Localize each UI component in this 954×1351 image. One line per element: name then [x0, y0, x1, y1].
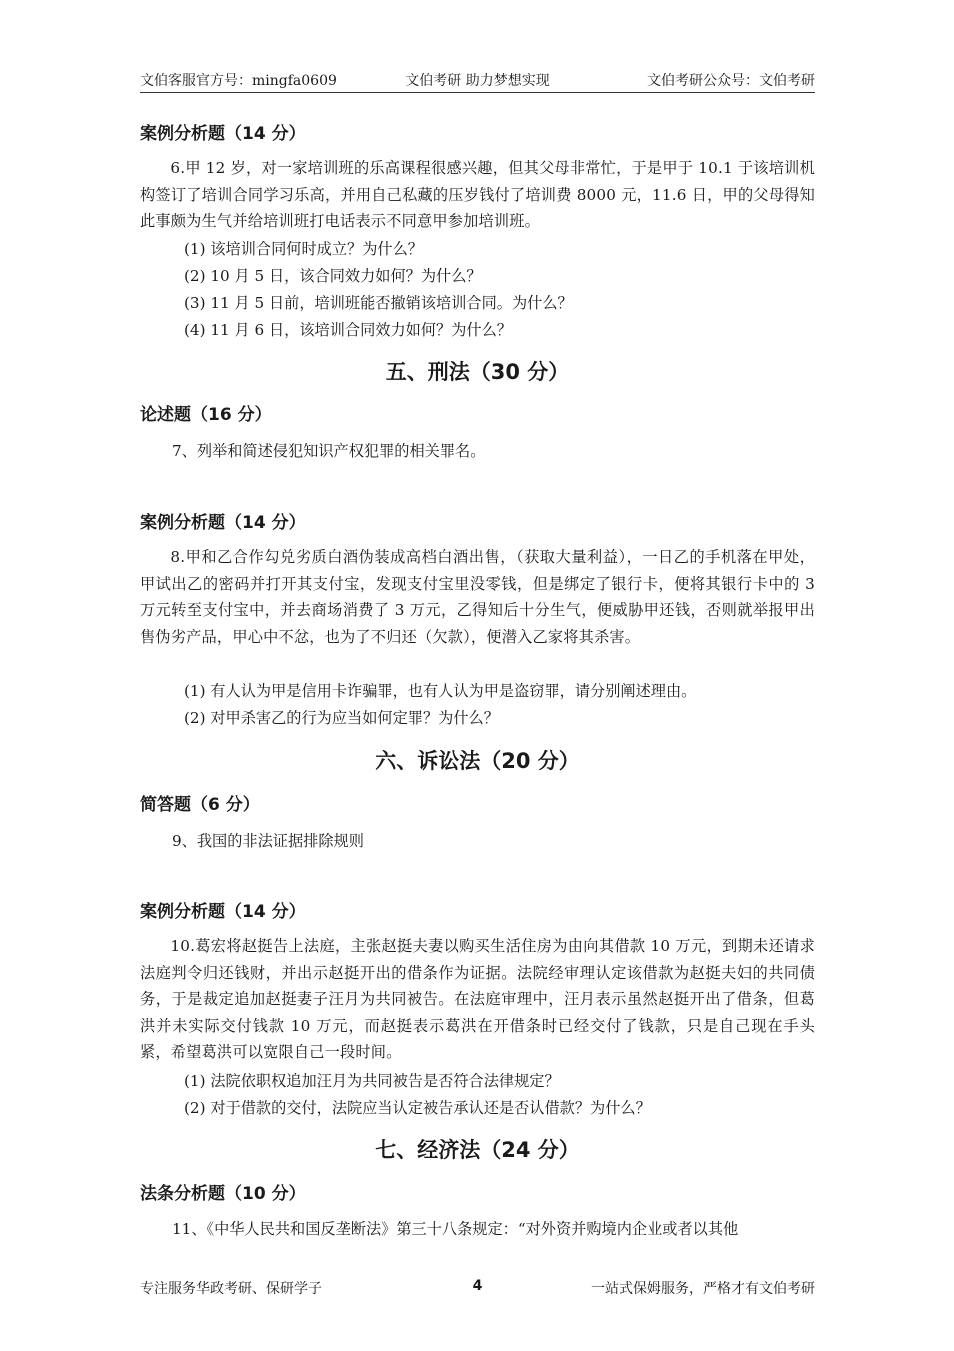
- header-right-text: 文伯考研公众号：文伯考研: [647, 73, 815, 89]
- question-8-item-2: (2) 对甲杀害乙的行为应当如何定罪？为什么？: [184, 709, 499, 727]
- question-8-item-1: (1) 有人认为甲是信用卡诈骗罪，也有人认为甲是盗窃罪，请分别阐述理由。: [184, 682, 697, 700]
- subheading-case-analysis-procedure: 案例分析题（14 分）: [140, 902, 306, 922]
- question-8-text: 8.甲和乙合作勾兑劣质白酒伪装成高档白酒出售，（获取大量利益），一日乙的手机落在甲处，甲试出乙的密码并打开其支付宝，发现支付宝里没零钱，但是绑定了银行卡，便将其银行卡中的 3 万元转至支付宝中，并去商场消费了 3 万元，乙得知后十分生气，便威胁甲还钱，否则就举报甲出售伪劣产品，甲心中不忿，也为了不归还（欠款），便潜入乙家将其杀害。: [140, 548, 815, 646]
- page-footer: [140, 1278, 815, 1298]
- question-6-item-2: (2) 10 月 5 日，该合同效力如何？为什么？: [184, 267, 482, 285]
- subheading-statute-analysis: 法条分析题（10 分）: [140, 1184, 306, 1204]
- page-header: [140, 70, 815, 93]
- question-7-text: 7、列举和简述侵犯知识产权犯罪的相关罪名。: [172, 442, 486, 460]
- subheading-short-answer: 简答题（6 分）: [140, 795, 260, 815]
- question-6-item-1: (1) 该培训合同何时成立？为什么？: [184, 240, 423, 258]
- question-10-item-2: (2) 对于借款的交付，法院应当认定被告承认还是否认借款？为什么？: [184, 1099, 651, 1117]
- question-6-item-4: (4) 11 月 6 日，该培训合同效力如何？为什么？: [184, 321, 512, 339]
- section-heading-criminal-law: 五、刑法（30 分）: [385, 360, 570, 384]
- footer-right-text: 一站式保姆服务，严格才有文伯考研: [591, 1281, 815, 1297]
- question-6-text: 6.甲 12 岁，对一家培训班的乐高课程很感兴趣，但其父母非常忙，于是甲于 10.1 于该培训机构签订了培训合同学习乐高，并用自己私藏的压岁钱付了培训费 8000 元，11.6 日，甲的父母得知此事颇为生气并给培训班打电话表示不同意甲参加培训班。: [140, 159, 815, 231]
- question-11-text: 11、《中华人民共和国反垄断法》第三十八条规定：“对外资并购境内企业或者以其他: [172, 1220, 739, 1238]
- page-number: 4: [472, 1278, 483, 1294]
- section-heading-procedure-law: 六、诉讼法（20 分）: [375, 749, 580, 773]
- question-9-text: 9、我国的非法证据排除规则: [172, 832, 364, 850]
- question-10-item-1: (1) 法院依职权追加汪月为共同被告是否符合法律规定？: [184, 1072, 560, 1090]
- subheading-case-analysis-criminal: 案例分析题（14 分）: [140, 513, 306, 533]
- subheading-essay: 论述题（16 分）: [140, 405, 272, 425]
- header-left-text: 文伯客服官方号：mingfa0609: [140, 73, 337, 89]
- header-center-text: 文伯考研 助力梦想实现: [405, 73, 550, 89]
- subheading-case-analysis-civil: 案例分析题（14 分）: [140, 124, 306, 144]
- section-heading-economic-law: 七、经济法（24 分）: [375, 1138, 580, 1162]
- question-10-text: 10.葛宏将赵挺告上法庭，主张赵挺夫妻以购买生活住房为由向其借款 10 万元，到期未还请求法庭判令归还钱财，并出示赵挺开出的借条作为证据。法院经审理认定该借款为赵挺夫妇的共同债务，于是裁定追加赵挺妻子汪月为共同被告。在法庭审理中，汪月表示虽然赵挺开出了借条，但葛洪并未实际交付钱款 10 万元，而赵挺表示葛洪在开借条时已经交付了钱款，只是自己现在手头紧，希望葛洪可以宽限自己一段时间。: [140, 937, 815, 1062]
- question-6-item-3: (3) 11 月 5 日前，培训班能否撤销该培训合同。为什么？: [184, 294, 573, 312]
- footer-left-text: 专注服务华政考研、保研学子: [140, 1281, 322, 1297]
